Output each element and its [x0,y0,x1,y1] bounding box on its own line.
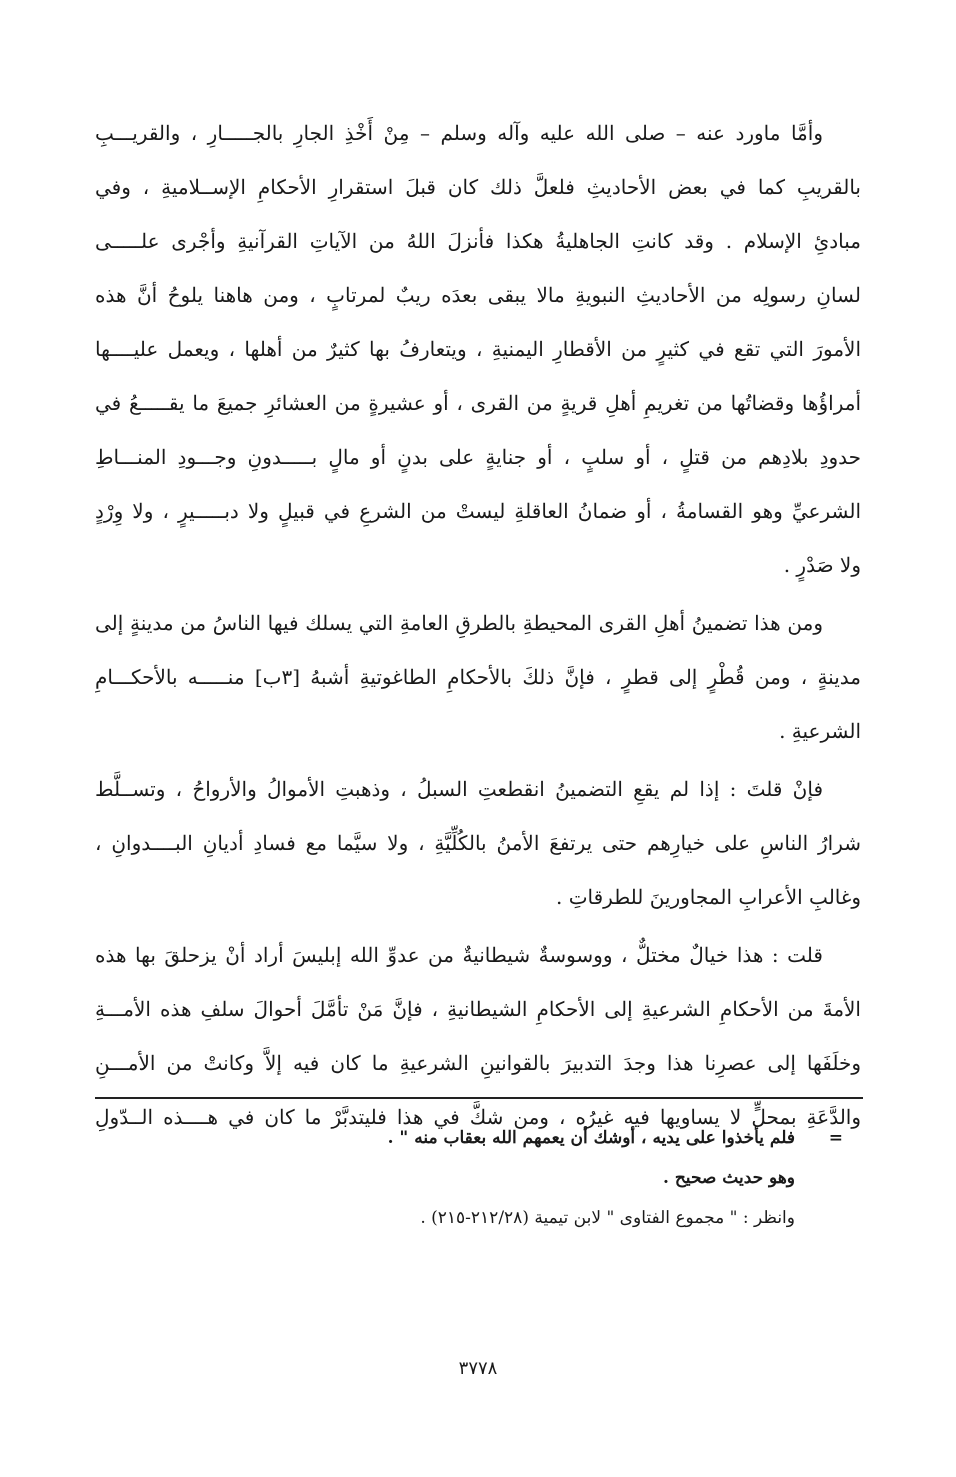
footnote-line [95,1118,863,1158]
text-line: حدودِ بلادِهم من قتلٍ ، أو سلبٍ ، أو جنايةٍ على بدنٍ أو مالٍ بـــــدونِ وجـــودِ المنـــاطِ [95,445,861,469]
text-line: بالقريبِ كما في بعض الأحاديثِ فلعلَّ ذلك كان قبلَ استقرارِ الأحكامِ الإســلاميةِ ، وفي [95,175,861,199]
footnote-line: وانظر : " مجموع الفتاوى " لابن تيمية (٢١٢/٢٨-٢١٥) . [420,1208,795,1228]
footnotes [95,1118,863,1238]
text-line: الشرعيةِ . [779,719,861,743]
text-line: وأمَّا ماورد عنه – صلى الله عليه وآله وسلم – مِنْ أَخْذِ الجارِ بالجـــــارِ ، والقريـــبِ [95,121,823,145]
text-line: ولا صَدْرٍ . [783,553,861,577]
paragraph-1 [95,106,861,592]
text-line: والدَّعَةِ بمحلٍّ لا يساويها فيه غيرُه ، ومن شكَّ في هذا فليتدبَّرْ ما كان في هــــذه الــدّولِ [95,1105,861,1129]
footnote-continuation-marker: = [828,1128,843,1148]
text-line: لسانِ رسولِه من الأحاديثِ النبويةِ مالا يبقى بعدَه ريبٌ لمرتابٍ ، ومن هاهنا يلوحُ أنَّ هذه [95,283,861,307]
text-line: الشرعيِّ وهو القسامةُ ، أو ضمانُ العاقلةِ ليستْ من الشرعِ في قبيلٍ ولا دبـــــيرٍ ، ولا وِرْدٍ [95,499,861,523]
footnote-text: فلم يأخذوا على يديه ، أوشك أن يعمهم الله بعقاب منه " . [387,1128,795,1148]
text-line: فإنْ قلتَ : إذا لم يقعِ التضمينُ انقطعتِ السبلُ ، وذهبتِ الأموالُ والأرواحُ ، وتســلَّط [95,777,823,801]
footnote-separator [95,1097,863,1099]
paragraph-3 [95,762,861,924]
text-line: شرارُ الناسِ على خيارِهم حتى يرتفعَ الأمنُ بالكُلِّيَّةِ ، ولا سيَّما مع فسادِ أديانِ البــــدوانِ ، [95,831,861,855]
text-line: قلت : هذا خيالٌ مختلٌّ ، ووسوسةٌ شيطانيةٌ من عدوِّ الله إبليسَ أراد أنْ يزحلقَ بها هذه [95,943,823,967]
paragraph-4 [95,928,861,1144]
text-line: مبادئِ الإسلام . وقد كانتِ الجاهليةُ هكذا فأنزلَ اللهُ من الآياتِ القرآنيةِ وأجْرى علـــــى [95,229,861,253]
text-line: الأمورَ التي تقع في كثيرٍ من الأقطارِ اليمنيةِ ، ويتعارفُ بها كثيرٌ من أهلها ، ويعمل عليــــها [95,337,861,361]
footnote-line: وهو حديث صحيح . [663,1168,795,1188]
page-number: ٣٧٧٨ [458,1358,498,1379]
paragraph-2 [95,596,861,758]
text-line: ومن هذا تضمينُ أهلِ القرى المحيطةِ بالطرقِ العامةِ التي يسلك فيها الناسُ من مدينةٍ إلى [95,611,823,635]
text-line: أمراؤُها وقضاتُها من تغريمِ أهلِ قريةٍ من القرى ، أو عشيرةٍ من العشائرِ جميعَ ما يقـــــعُ في [95,391,861,415]
text-line: وغالبِ الأعرابِ المجاورينَ للطرقاتِ . [555,885,861,909]
text-line: وخلَفَها إلى عصرِنا هذا وجدَ التدبيرَ بالقوانينِ الشرعيةِ ما كان فيه إلاَّ وكانتْ من الأمـــنِ [95,1051,861,1075]
text-line: مدينةٍ ، ومن قُطْرٍ إلى قطرٍ ، فإنَّ ذلكَ بالأحكامِ الطاغوتيةِ أشبهُ [٣ب] منـــــه بالأحكـــامِ [95,665,861,689]
text-line: الأمةَ من الأحكامِ الشرعيةِ إلى الأحكامِ الشيطانيةِ ، فإنَّ مَنْ تأمَّلَ أحوالَ سلفِ هذه الأمـــةِ [95,997,861,1021]
main-text [95,106,861,1144]
